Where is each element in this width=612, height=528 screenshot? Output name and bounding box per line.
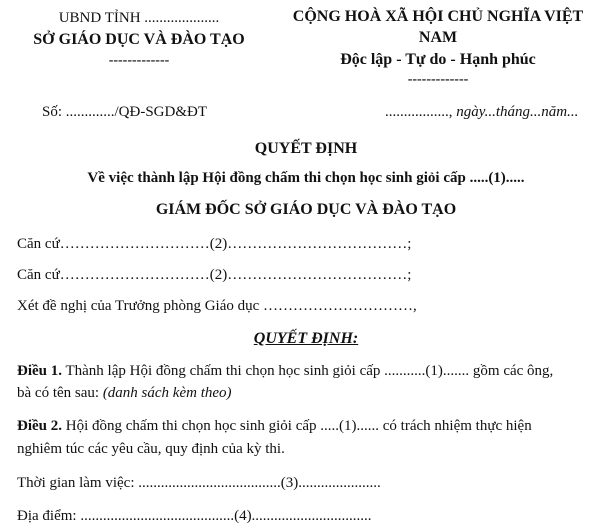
article-2-line2: nghiêm túc các yêu cầu, quy định của kỳ thi. [17,441,285,457]
document-number: Số: ............./QĐ-SGD&ĐT [42,104,208,120]
proposal-basis: Xét đề nghị của Trưởng phòng Giáo dục …………………………, [17,298,417,314]
left-separator: ------------- [108,53,170,68]
location-field: Địa điểm: .........................................(4)................................ [17,508,372,524]
article-1-label: Điều 1. [17,363,62,379]
national-motto: Độc lập - Tự do - Hạnh phúc [340,51,536,68]
article-1-text: Thành lập Hội đồng chấm thi chọn học sinh giỏi cấp ...........(1)....... gồm các ông, [62,363,554,379]
right-separator: ------------- [407,72,469,87]
article-1-line2-text: bà có tên sau: [17,385,103,401]
decision-heading: QUYẾT ĐỊNH: [253,330,359,347]
decision-subject: Về việc thành lập Hội đồng chấm thi chọn học sinh giỏi cấp .....(1)..... [87,170,525,186]
legal-basis-1: Căn cứ…………………………(2)………………………………; [17,236,412,252]
national-title-line2: NAM [418,29,458,46]
article-2-label: Điều 2. [17,418,62,434]
department-name: SỞ GIÁO DỤC VÀ ĐÀO TẠO [33,31,245,48]
decision-title: QUYẾT ĐỊNH [254,140,358,157]
article-1-line1 [17,363,553,380]
article-2-line1 [17,418,532,435]
document-date [385,104,578,121]
issuing-authority: GIÁM ĐỐC SỞ GIÁO DỤC VÀ ĐÀO TẠO [155,201,457,218]
date-place: ................., [385,104,457,120]
article-1-attachment-note: (danh sách kèm theo) [102,385,232,401]
province-committee-line: UBND TỈNH .................... [58,10,220,26]
date-text: ngày...tháng...năm... [456,104,579,120]
national-title-line1: CỘNG HOÀ XÃ HỘI CHỦ NGHĨA VIỆT [292,8,584,25]
article-2-text: Hội đồng chấm thi chọn học sinh giỏi cấp .....(1)...... có trách nhiệm thực hiện [62,418,532,434]
article-1-line2 [17,385,232,402]
work-time-field: Thời gian làm việc: ......................................(3)...................... [17,475,381,491]
legal-basis-2: Căn cứ…………………………(2)………………………………; [17,267,412,283]
